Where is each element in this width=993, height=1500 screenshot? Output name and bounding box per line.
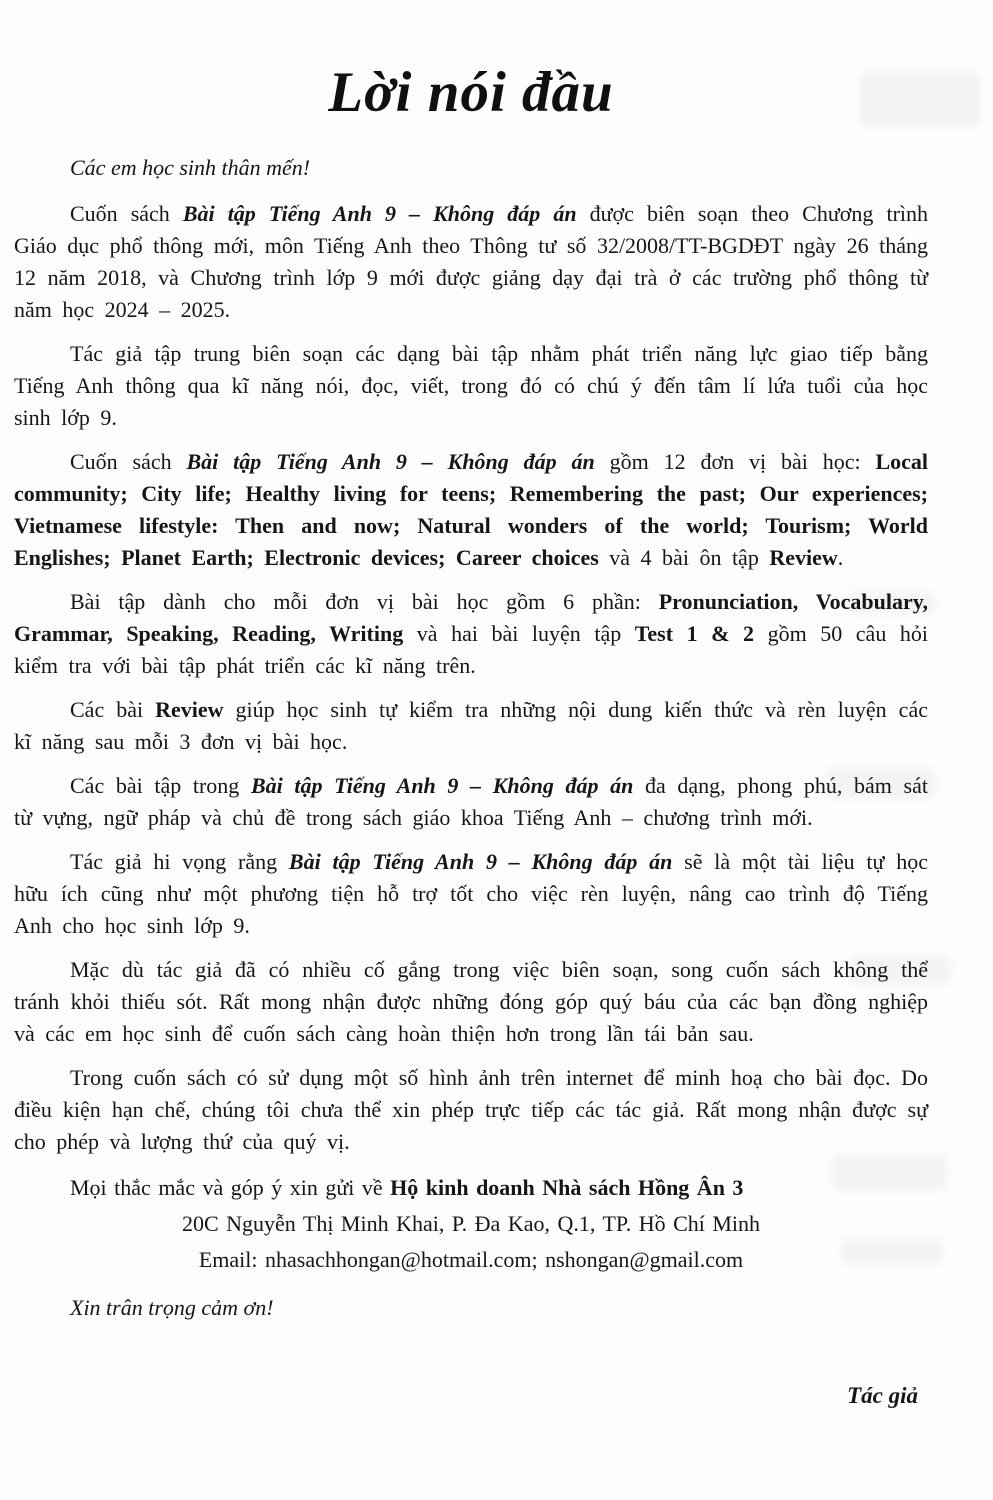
closing-thanks: Xin trân trọng cảm ơn! xyxy=(70,1295,274,1320)
book-title-emphasis: Bài tập Tiếng Anh 9 – Không đáp án xyxy=(250,773,634,798)
text-run: giúp học sinh tự kiểm tra những nội dung kiến thức và rèn luyện các kĩ năng sau mỗi 3 đơn vị bài học. xyxy=(14,697,928,754)
page-title: Lời nói đầu xyxy=(328,61,614,124)
book-title-emphasis: Bài tập Tiếng Anh 9 – Không đáp án xyxy=(288,849,673,874)
paragraph-sections xyxy=(14,586,928,682)
text-run: đa dạng, phong phú, bám sát từ vựng, ngữ pháp và chủ đề trong sách giáo khoa Tiếng Anh – chương trình mới. xyxy=(14,773,928,830)
book-title-emphasis: Bài tập Tiếng Anh 9 – Không đáp án xyxy=(182,201,577,226)
text-run: Trong cuốn sách có sử dụng một số hình ảnh trên internet để minh hoạ cho bài đọc. Do điều kiện hạn chế, chúng tôi chưa thể xin phép trực tiếp các tác giả. Rất mong nhận được sự cho phép và lượng thứ của quý vị. xyxy=(14,1065,928,1154)
paragraph-variety xyxy=(14,770,928,834)
contact-email: Email: nhasachhongan@hotmail.com; nshongan@gmail.com xyxy=(198,1247,744,1272)
publisher-name: Hộ kinh doanh Nhà sách Hồng Ân 3 xyxy=(390,1175,744,1200)
book-title-emphasis: Bài tập Tiếng Anh 9 – Không đáp án xyxy=(186,449,595,474)
text-run: Các bài xyxy=(70,697,156,722)
contact-address: 20C Nguyễn Thị Minh Khai, P. Đa Kao, Q.1, TP. Hồ Chí Minh xyxy=(181,1211,761,1236)
text-column xyxy=(14,0,928,1412)
text-run: Bài tập dành cho mỗi đơn vị bài học gồm 6 phần: xyxy=(70,589,659,614)
salutation: Các em học sinh thân mến! xyxy=(70,155,311,180)
unit-list-emphasis: Local community; City life; Healthy living for teens; Remembering the past; Our experiences; Vietnamese lifestyle: Then and now; Natural wonders of the world; Tourism; World Englishes; Planet Earth; Electronic devices; Career choices xyxy=(14,449,928,570)
text-run: Mặc dù tác giả đã có nhiều cố gắng trong việc biên soạn, song cuốn sách không thể tránh khỏi thiếu sót. Rất mong nhận được những đóng góp quý báu của các bạn đồng nghiệp và các em học sinh để cuốn sách càng hoàn thiện hơn trong lần tái bản sau. xyxy=(14,957,928,1046)
text-run: Cuốn sách xyxy=(70,449,187,474)
paragraph-review xyxy=(14,694,928,758)
tests-emphasis: Test 1 & 2 xyxy=(634,621,755,646)
text-run: Tác giả hi vọng rằng xyxy=(70,849,289,874)
text-run: và hai bài luyện tập xyxy=(403,621,635,646)
contact-line xyxy=(14,1172,928,1204)
paragraph-hope xyxy=(14,846,928,942)
text-run: gồm 50 câu hỏi kiểm tra với bài tập phát triển các kĩ năng trên. xyxy=(14,621,928,678)
review-emphasis: Review xyxy=(769,545,838,570)
paragraph-goals xyxy=(14,338,928,434)
text-run: gồm 12 đơn vị bài học: xyxy=(594,449,876,474)
text-run: Các bài tập trong xyxy=(70,773,251,798)
paragraph-intro xyxy=(14,198,928,326)
text-run: Cuốn sách xyxy=(70,201,183,226)
paragraph-units xyxy=(14,446,928,574)
author-signature: Tác giả xyxy=(847,1383,918,1408)
text-run: được biên soạn theo Chương trình Giáo dục phổ thông mới, môn Tiếng Anh theo Thông tư số 32/2008/TT-BGDĐT ngày 26 tháng 12 năm 2018, và Chương trình lớp 9 mới được giảng dạy đại trà ở các trường phổ thông từ năm học 2024 – 2025. xyxy=(14,201,929,322)
text-run: và 4 bài ôn tập xyxy=(598,545,770,570)
paragraph-images xyxy=(14,1062,928,1158)
text-run: Mọi thắc mắc và góp ý xin gửi về xyxy=(70,1175,391,1200)
text-run: Tác giả tập trung biên soạn các dạng bài tập nhằm phát triển năng lực giao tiếp bằng Tiếng Anh thông qua kĩ năng nói, đọc, viết, trong đó có chú ý đến tâm lí lứa tuổi của học sinh lớp 9. xyxy=(14,341,928,430)
text-run: sẽ là một tài liệu tự học hữu ích cũng như một phương tiện hỗ trợ tốt cho việc rèn luyện, nâng cao trình độ Tiếng Anh cho học sinh lớp 9. xyxy=(14,849,928,938)
review-emphasis: Review xyxy=(155,697,224,722)
paragraph-apology xyxy=(14,954,928,1050)
text-run: . xyxy=(837,545,844,570)
sections-emphasis: Pronunciation, Vocabulary, Grammar, Speaking, Reading, Writing xyxy=(14,589,928,646)
